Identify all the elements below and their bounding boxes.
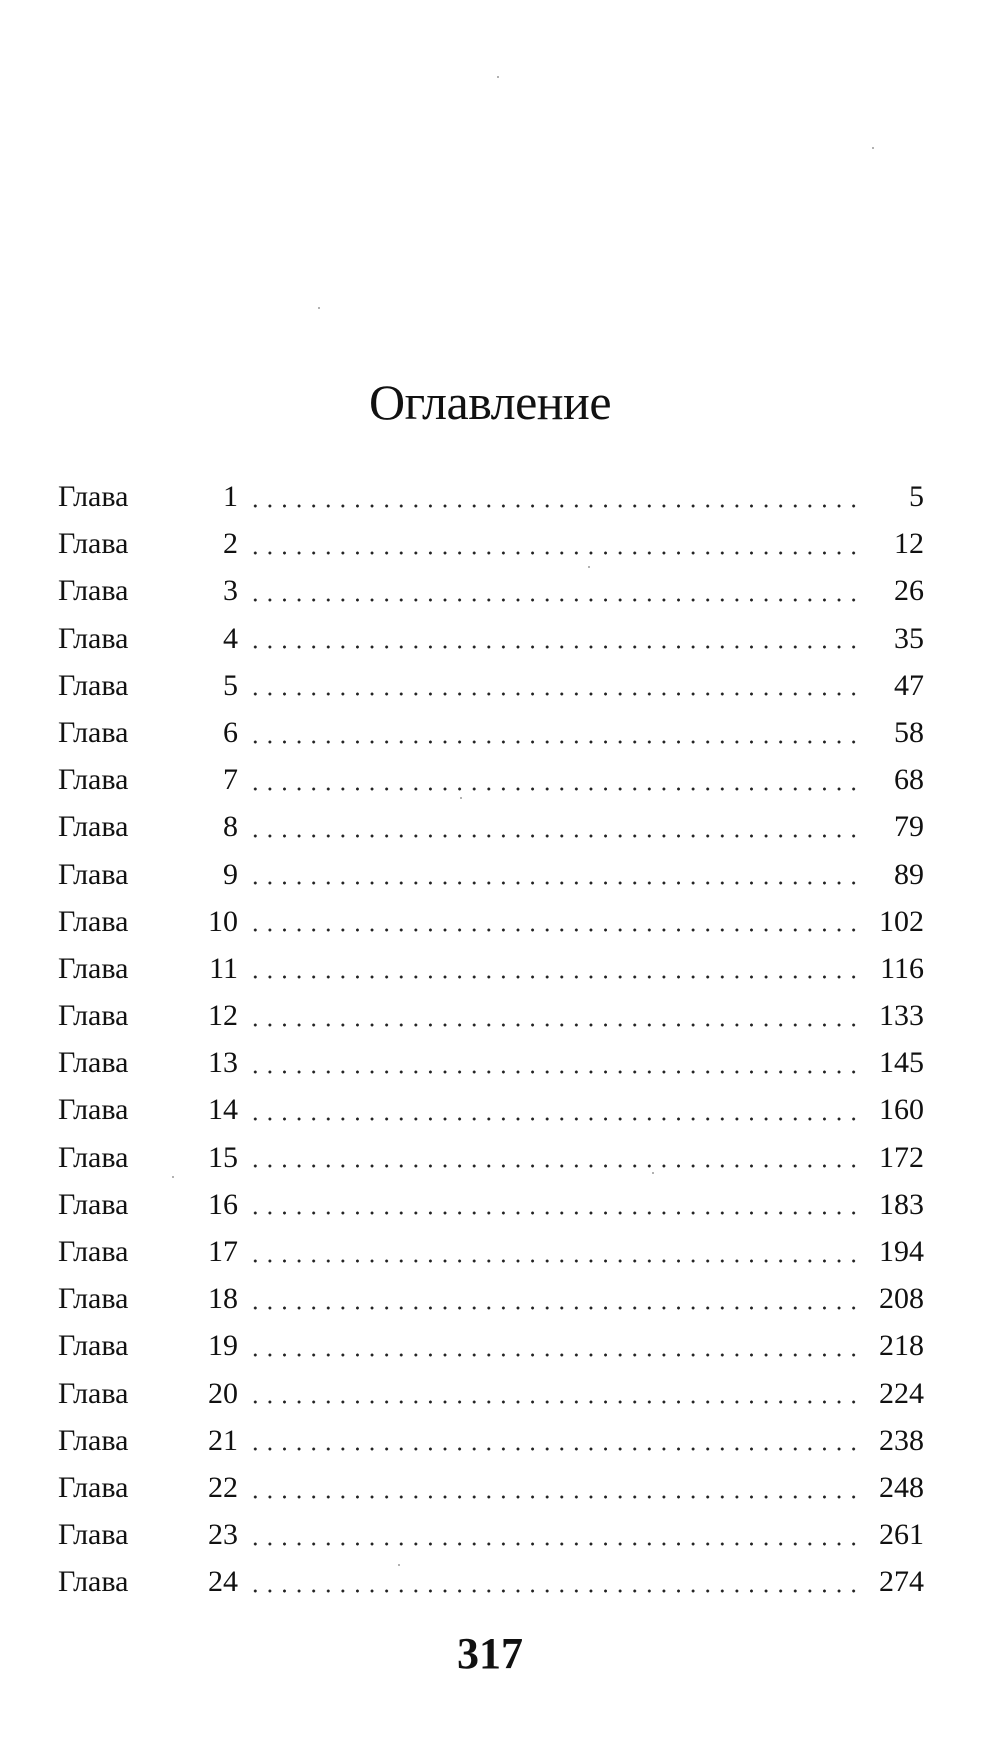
toc-entry[interactable] — [58, 1181, 924, 1228]
page-reference: 116 — [880, 951, 924, 985]
chapter-label: Глава — [58, 1376, 129, 1410]
chapter-label: Глава — [58, 621, 129, 655]
dot-leader — [248, 504, 864, 508]
chapter-number: 3 — [223, 574, 238, 608]
page-reference: 208 — [879, 1282, 924, 1316]
chapter-number: 6 — [223, 715, 238, 749]
chapter-label: Глава — [58, 668, 129, 702]
chapter-label: Глава — [58, 810, 129, 844]
dot-leader — [248, 928, 864, 932]
chapter-number: 2 — [223, 527, 238, 561]
page-reference: 133 — [879, 999, 924, 1033]
dot-leader — [248, 1164, 864, 1168]
chapter-number: 17 — [208, 1235, 238, 1268]
chapter-number: 1 — [223, 480, 238, 513]
chapter-number: 16 — [208, 1187, 238, 1221]
chapter-number: 14 — [208, 1093, 238, 1127]
toc-entry[interactable] — [58, 615, 924, 662]
dot-leader — [248, 1400, 864, 1404]
chapter-label: Глава — [58, 527, 129, 561]
chapter-label: Глава — [58, 715, 129, 749]
chapter-label: Глава — [58, 1093, 129, 1127]
page-reference: 102 — [879, 904, 924, 938]
dot-leader — [248, 645, 864, 649]
chapter-label: Глава — [58, 857, 129, 891]
page-reference: 35 — [894, 621, 924, 655]
dot-leader — [248, 1211, 864, 1215]
chapter-label: Глава — [58, 999, 129, 1033]
dot-leader — [248, 1353, 864, 1357]
toc-entry[interactable] — [58, 567, 924, 614]
toc-entry[interactable] — [58, 1558, 924, 1605]
chapter-number: 8 — [223, 810, 238, 844]
chapter-label: Глава — [58, 1423, 129, 1457]
page-reference: 79 — [894, 810, 924, 844]
chapter-label: Глава — [58, 1565, 129, 1599]
chapter-number: 24 — [208, 1565, 238, 1599]
dot-leader — [248, 598, 864, 602]
chapter-label: Глава — [58, 1140, 129, 1174]
page-reference: 145 — [879, 1046, 924, 1080]
toc-entry[interactable] — [58, 1464, 924, 1511]
chapter-number: 23 — [208, 1518, 238, 1552]
toc-entry[interactable] — [58, 992, 924, 1039]
page-title: Оглавление — [368, 374, 612, 430]
chapter-number: 11 — [209, 951, 238, 985]
dot-leader — [248, 834, 864, 838]
page-reference: 58 — [894, 715, 924, 749]
page-reference: 172 — [879, 1140, 924, 1174]
toc-entry[interactable] — [58, 1039, 924, 1086]
chapter-label: Глава — [58, 1235, 129, 1268]
toc-entry[interactable] — [58, 1322, 924, 1369]
page-reference: 183 — [879, 1187, 924, 1221]
toc-entry[interactable] — [58, 1417, 924, 1464]
toc-entry[interactable] — [58, 898, 924, 945]
toc-entry[interactable] — [58, 851, 924, 898]
chapter-label: Глава — [58, 1282, 129, 1316]
dot-leader — [248, 1070, 864, 1074]
chapter-label: Глава — [58, 904, 129, 938]
page-reference: 160 — [879, 1093, 924, 1127]
page-reference: 47 — [894, 668, 924, 702]
dot-leader — [248, 551, 864, 555]
chapter-number: 22 — [208, 1470, 238, 1504]
dot-leader — [248, 881, 864, 885]
dot-leader — [248, 975, 864, 979]
page-reference: 89 — [894, 857, 924, 891]
chapter-label: Глава — [58, 951, 129, 985]
page-reference: 274 — [879, 1565, 924, 1599]
chapter-number: 12 — [208, 999, 238, 1033]
page-reference: 12 — [894, 527, 924, 561]
chapter-label: Глава — [58, 763, 129, 797]
dot-leader — [248, 1023, 864, 1027]
chapter-number: 20 — [208, 1376, 238, 1410]
chapter-number: 18 — [208, 1282, 238, 1316]
toc-entry[interactable] — [58, 1228, 924, 1275]
toc-entry[interactable] — [58, 1134, 924, 1181]
chapter-label: Глава — [58, 1329, 129, 1363]
chapter-number: 15 — [208, 1140, 238, 1174]
scan-speck — [497, 76, 499, 78]
dot-leader — [248, 740, 864, 744]
page-reference: 238 — [879, 1423, 924, 1457]
dot-leader — [248, 692, 864, 696]
page-reference: 224 — [879, 1376, 924, 1410]
dot-leader — [248, 1117, 864, 1121]
chapter-number: 9 — [223, 857, 238, 891]
page-reference: 5 — [909, 480, 924, 513]
dot-leader — [248, 1259, 864, 1263]
dot-leader — [248, 1447, 864, 1451]
page-number: 317 — [457, 1629, 523, 1678]
page-reference: 68 — [894, 763, 924, 797]
chapter-number: 13 — [208, 1046, 238, 1080]
chapter-label: Глава — [58, 1046, 129, 1080]
chapter-number: 10 — [208, 904, 238, 938]
dot-leader — [248, 1542, 864, 1546]
page-reference: 194 — [879, 1235, 924, 1268]
toc-entry[interactable] — [58, 1086, 924, 1133]
scan-speck — [318, 307, 320, 309]
page-reference: 248 — [879, 1470, 924, 1504]
toc-entry[interactable] — [58, 709, 924, 756]
chapter-number: 7 — [223, 763, 238, 797]
toc-entry[interactable] — [58, 1275, 924, 1322]
chapter-number: 5 — [223, 668, 238, 702]
chapter-label: Глава — [58, 1518, 129, 1552]
toc-entry[interactable] — [58, 1370, 924, 1417]
chapter-number: 21 — [208, 1423, 238, 1457]
page-reference: 261 — [879, 1518, 924, 1552]
page-reference: 218 — [879, 1329, 924, 1363]
dot-leader — [248, 787, 864, 791]
dot-leader — [248, 1589, 864, 1593]
chapter-label: Глава — [58, 574, 129, 608]
chapter-label: Глава — [58, 480, 129, 513]
chapter-label: Глава — [58, 1470, 129, 1504]
chapter-number: 19 — [208, 1329, 238, 1363]
chapter-label: Глава — [58, 1187, 129, 1221]
toc-entry[interactable] — [58, 803, 924, 850]
toc-entry[interactable] — [58, 1511, 924, 1558]
table-of-contents — [58, 473, 924, 1606]
page-reference: 26 — [894, 574, 924, 608]
toc-entry[interactable] — [58, 520, 924, 567]
scan-speck — [872, 147, 874, 149]
toc-entry[interactable] — [58, 756, 924, 803]
toc-entry[interactable] — [58, 473, 924, 520]
chapter-number: 4 — [223, 621, 238, 655]
toc-entry[interactable] — [58, 662, 924, 709]
toc-entry[interactable] — [58, 945, 924, 992]
dot-leader — [248, 1495, 864, 1499]
dot-leader — [248, 1306, 864, 1310]
